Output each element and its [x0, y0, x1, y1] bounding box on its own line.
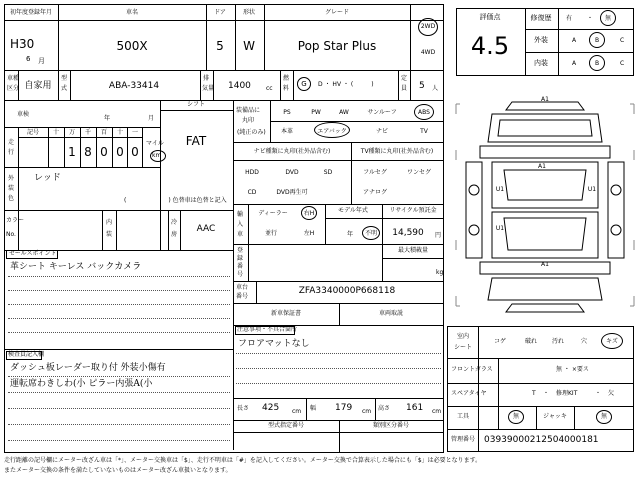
equip-tv: TV: [420, 128, 428, 135]
divider: [70, 70, 71, 100]
repair-yes: 有: [566, 15, 573, 22]
mileage-label-2: 行: [8, 149, 15, 156]
ruled-line: [236, 368, 441, 369]
mileage-record-label: 記号: [26, 129, 40, 136]
divider: [382, 204, 383, 281]
seat-hole: 穴: [580, 338, 588, 345]
ruled-line: [8, 376, 230, 377]
divider: [233, 244, 444, 245]
car-name: 500X: [116, 39, 148, 53]
seat-label: 室内: [456, 333, 470, 340]
divider: [206, 4, 207, 70]
import-label: 輸: [237, 211, 244, 218]
grade-c: C: [620, 60, 625, 67]
manual-label: 車両取説: [378, 310, 404, 317]
color-label-2: 装: [8, 185, 15, 192]
divider: [112, 127, 113, 167]
ruled-line: [236, 383, 441, 384]
ruled-line: [8, 424, 230, 425]
divider: [478, 326, 479, 452]
height-unit: cm: [432, 408, 442, 415]
color-label: 外: [8, 175, 15, 182]
divider: [142, 127, 143, 167]
ruled-line: [8, 392, 230, 393]
staff-title: 検査員記入欄: [8, 351, 45, 358]
mgmt-value: 03939000212504000181: [484, 435, 599, 445]
jack-none: 無: [600, 413, 608, 420]
car-damage-diagram: [452, 90, 638, 320]
divider: [4, 167, 160, 168]
doors-value: 5: [216, 39, 224, 53]
divider: [410, 4, 411, 70]
score-label: 評価点: [479, 13, 501, 21]
tv-fullseg: フルセグ: [363, 169, 387, 176]
repair-label: 修復歴: [530, 14, 552, 22]
fuel-options: D ・ HV ・ ( ): [318, 81, 374, 88]
divider: [116, 210, 117, 250]
divider: [447, 429, 634, 430]
import-label-3: 車: [237, 231, 244, 238]
fuel-label-2: 料: [283, 85, 290, 92]
cap-label: 定: [401, 75, 408, 82]
tools-none: 無: [512, 413, 520, 420]
spare-none: 欠: [608, 390, 615, 397]
navi-cd: CD: [247, 189, 257, 196]
footer-line-1: 走行距離の記号欄にメーター改ざん車は「*」、メーター交換車は「$」、走行不明車は「#」を記入してください。メーター交換で合算表示した場合にも「$」は必要となります。: [4, 457, 482, 464]
recycle-label: リサイクル預託金: [389, 207, 437, 214]
sales-value: 革シート キーレス バックカメラ: [10, 262, 142, 272]
interior-label-2: 装: [106, 231, 113, 238]
interior-label: 内: [106, 219, 113, 226]
ruled-line: [8, 332, 230, 333]
car-outline: [466, 102, 624, 312]
mileage-digit: 0: [131, 145, 139, 159]
mileage-unit: 百: [100, 129, 108, 136]
height-value: 161: [406, 403, 424, 413]
divider: [325, 204, 326, 244]
reg-year: H30: [10, 37, 35, 51]
length-label: 長さ: [237, 405, 250, 412]
divider: [58, 70, 59, 100]
divider: [48, 127, 49, 167]
import-left: 左H: [303, 230, 315, 237]
mileage-digit: 0: [116, 145, 124, 159]
colorno-label-2: No.: [6, 231, 16, 238]
separator: ・: [587, 15, 594, 22]
divider: [233, 398, 444, 399]
drive-4wd: 4WD: [420, 49, 436, 56]
divider: [96, 127, 97, 167]
divider: [525, 8, 526, 76]
divider: [264, 4, 265, 70]
displacement-value: 1400: [228, 81, 251, 91]
seat-scratch: キズ: [606, 338, 618, 345]
divider: [498, 359, 499, 406]
navi-hdd: HDD: [245, 169, 259, 176]
divider: [339, 420, 340, 453]
divider: [18, 210, 19, 250]
damage-code: U1: [495, 186, 505, 193]
equip-pw: PW: [311, 109, 321, 116]
divider: [18, 167, 19, 210]
divider: [447, 406, 634, 407]
front-glass-label: フロントガラス: [451, 366, 493, 373]
damage-code: U1: [587, 186, 597, 193]
divider: [382, 258, 444, 259]
equip-abs: ABS: [418, 109, 430, 116]
model-label-2: 式: [61, 85, 68, 92]
inspection-month: 月: [148, 115, 155, 122]
divider: [58, 4, 59, 70]
ruled-line: [8, 290, 230, 291]
divider: [233, 204, 444, 205]
km-unit: km: [152, 152, 162, 159]
width-value: 179: [335, 403, 353, 413]
spare-tire-label: スペアタイヤ: [451, 390, 487, 397]
equip-aw: AW: [339, 109, 349, 116]
divider: [4, 349, 233, 350]
equip-leather: 本革: [280, 128, 294, 135]
month-unit: 月: [38, 57, 45, 65]
length-unit: cm: [292, 408, 302, 415]
score-value: 4.5: [470, 32, 510, 60]
divider: [398, 70, 399, 100]
mileage-digit: 1: [68, 145, 76, 159]
car-name-label: 車名: [125, 9, 139, 16]
damage-code: A1: [541, 261, 549, 268]
divider: [4, 127, 160, 128]
height-label: 高さ: [378, 405, 391, 412]
divider: [339, 303, 340, 325]
grade-a: A: [572, 60, 577, 67]
spare-t: T: [532, 390, 536, 397]
mileage-unit: 万: [68, 129, 76, 136]
divider: [64, 127, 65, 167]
cc-unit: cc: [266, 85, 273, 92]
length-value: 425: [262, 403, 280, 413]
width-label: 幅: [310, 405, 317, 412]
max-load-label: 最大積載量: [397, 247, 429, 254]
warranty-label: 新車保証書: [270, 310, 302, 317]
regno-label: 登: [237, 247, 244, 254]
divider: [248, 244, 249, 281]
color-value: レッド: [34, 173, 61, 183]
divider: [293, 70, 294, 100]
inspection-year: 年: [104, 115, 111, 122]
equip-note: (純正のみ): [237, 129, 266, 136]
staff-line-2: 運転席わきしわ(小 ピラー内張A(小: [10, 379, 153, 389]
import-parallel: 並行: [264, 230, 278, 237]
sales-title: セールスポイント: [9, 250, 57, 257]
ac-value: AAC: [196, 224, 216, 234]
person-unit: 人: [432, 85, 439, 92]
damage-code: A1: [538, 163, 546, 170]
damage-code: A1: [541, 96, 549, 103]
front-glass-value: 無 ・ ×要ス: [556, 366, 589, 373]
corner-marks: [456, 104, 634, 306]
recycle-value: 14,590: [392, 228, 424, 238]
separator: ・: [595, 390, 602, 397]
navi-sd: SD: [323, 169, 333, 176]
class-number-label: 類別区分番号: [372, 422, 410, 429]
divider: [4, 100, 444, 101]
divider: [102, 210, 103, 250]
mileage-digit: 8: [84, 145, 92, 159]
divider: [4, 20, 444, 21]
repair-no: 無: [604, 15, 612, 22]
divider: [574, 406, 575, 429]
mile-unit: マイル: [146, 140, 164, 147]
equip-title-2: 丸印: [242, 117, 255, 124]
seat-stain: 汚れ: [551, 338, 565, 345]
color-label-3: 色: [8, 195, 15, 202]
reg-date-label: 初年度登録年月: [9, 9, 53, 16]
separator: ・: [543, 390, 550, 397]
equip-navi: ナビ: [375, 128, 389, 135]
grade-a: A: [572, 37, 577, 44]
equip-sunroof: サンルーフ: [367, 109, 397, 116]
color-note: ( ) 色替車は色替と記入: [124, 197, 227, 204]
divider: [233, 432, 444, 433]
vin-label-2: 番号: [236, 293, 249, 300]
divider: [498, 406, 499, 429]
fuel-label: 燃: [283, 75, 290, 82]
spare-repair-kit: 修理KIT: [556, 390, 578, 397]
seat-scorch: コゲ: [493, 338, 507, 345]
ruled-line: [8, 318, 230, 319]
colorno-label: カラー: [6, 217, 25, 224]
interior-grade-label: 内装: [534, 59, 548, 67]
divider: [127, 127, 128, 167]
model-value: ABA-33414: [108, 81, 160, 91]
cooler-label: 冷: [171, 219, 178, 226]
jack-label: ジャッキ: [543, 413, 567, 420]
doors-label: ドア: [214, 9, 226, 16]
divider: [4, 210, 233, 211]
model-year-unit: 年: [347, 231, 354, 238]
divider: [233, 142, 444, 143]
mileage-unit: 十: [116, 129, 124, 136]
divider: [410, 70, 411, 100]
divider: [235, 4, 236, 70]
shift-value: FAT: [185, 134, 207, 148]
divider: [256, 281, 257, 303]
shape-label: 形状: [242, 9, 256, 16]
mileage-unit: 一: [131, 129, 139, 136]
mileage-label: 走: [8, 139, 15, 146]
mileage-unit: 十: [52, 129, 60, 136]
usage-value: 自家用: [24, 81, 52, 91]
cooler-label-2: 房: [171, 231, 178, 238]
import-label-2: 入: [237, 221, 244, 228]
vin-label: 車台: [236, 284, 249, 291]
seat-label-2: シート: [453, 344, 473, 351]
class-label-2: 区分: [7, 85, 20, 92]
divider: [447, 358, 634, 359]
navi-title: ナビ種類に丸印(社外品含む): [253, 148, 331, 155]
divider: [536, 406, 537, 429]
exterior-grade-label: 外装: [534, 36, 548, 44]
divider: [525, 29, 634, 30]
capacity-value: 5: [419, 81, 425, 91]
model-year-label: モデル年式: [338, 207, 368, 214]
divider: [375, 398, 376, 420]
seat-tear: 破れ: [524, 338, 538, 345]
equip-airbag: エアバック: [317, 128, 347, 135]
divider: [160, 100, 161, 250]
navi-dvd-play: DVD再生可: [276, 189, 308, 196]
model-label: 型: [61, 75, 68, 82]
divider: [270, 121, 444, 122]
type-number-label: 型式指定番号: [267, 422, 305, 429]
divider: [248, 204, 249, 244]
divider: [280, 70, 281, 100]
ruled-line: [8, 304, 230, 305]
divider: [306, 398, 307, 420]
shift-label: シフト: [186, 101, 206, 108]
divider: [18, 127, 19, 167]
ruled-line: [8, 276, 230, 277]
divider: [558, 8, 559, 76]
tools-label: 工具: [456, 413, 470, 420]
divider: [180, 210, 181, 250]
grade-value: Pop Star Plus: [297, 39, 377, 53]
max-load-unit: kg: [436, 269, 444, 276]
drive-2wd: 2WD: [420, 23, 436, 30]
regno-label-4: 号: [237, 271, 244, 278]
cap-label-2: 員: [401, 85, 408, 92]
divider: [160, 110, 233, 111]
tv-title: TV種類に丸印(社外品含む): [360, 148, 434, 155]
navi-dvd: DVD: [285, 169, 299, 176]
ruled-line: [8, 408, 230, 409]
reg-month: 6: [26, 55, 31, 63]
divider: [80, 127, 81, 167]
divider: [325, 218, 444, 219]
disp-label: 排: [203, 75, 210, 82]
ruled-line: [8, 440, 230, 441]
equip-title: 装備品に: [236, 107, 261, 114]
shape-value: W: [243, 39, 255, 53]
notes-title: 注意事項・不具合箇所: [237, 326, 298, 333]
divider: [168, 210, 169, 250]
divider: [351, 142, 352, 204]
grade-label: グレード: [324, 9, 350, 16]
model-year-unknown: 不明: [364, 230, 378, 237]
staff-line-1: ダッシュ板レーダー取り付 外装小傷有: [10, 363, 166, 373]
divider: [525, 52, 634, 53]
footer-line-2: またメーター交換の条件を満たしていないものはメーター改ざん車扱いとなります。: [4, 467, 232, 474]
tv-analog: アナログ: [362, 189, 388, 196]
width-unit: cm: [362, 408, 372, 415]
recycle-yen: 円: [435, 232, 442, 239]
disp-label-2: 気量: [202, 85, 215, 92]
grade-c: C: [620, 37, 625, 44]
notes-value: フロアマットなし: [238, 339, 310, 349]
class-label: 車種: [7, 75, 20, 82]
ruled-line: [236, 353, 441, 354]
grade-b: B: [594, 37, 600, 44]
damage-code: U1: [495, 225, 505, 232]
divider: [233, 281, 444, 282]
equip-ps: PS: [283, 109, 291, 116]
inspection-label: 車検: [16, 111, 30, 118]
mileage-unit: 千: [84, 129, 92, 136]
mileage-digit: 0: [100, 145, 108, 159]
tv-oneseg: ワンセグ: [406, 169, 432, 176]
divider: [447, 383, 634, 384]
mgmt-label: 管理番号: [450, 436, 476, 443]
vin-value: ZFA3340000P668118: [298, 286, 396, 296]
import-dealer: ディーラー: [258, 210, 288, 217]
grade-b: B: [594, 60, 600, 67]
regno-label-2: 録: [237, 255, 244, 262]
divider: [233, 160, 444, 161]
import-right: 右H: [303, 210, 315, 217]
regno-label-3: 番: [237, 263, 244, 270]
fuel-g: G: [301, 80, 307, 88]
divider: [200, 70, 201, 100]
